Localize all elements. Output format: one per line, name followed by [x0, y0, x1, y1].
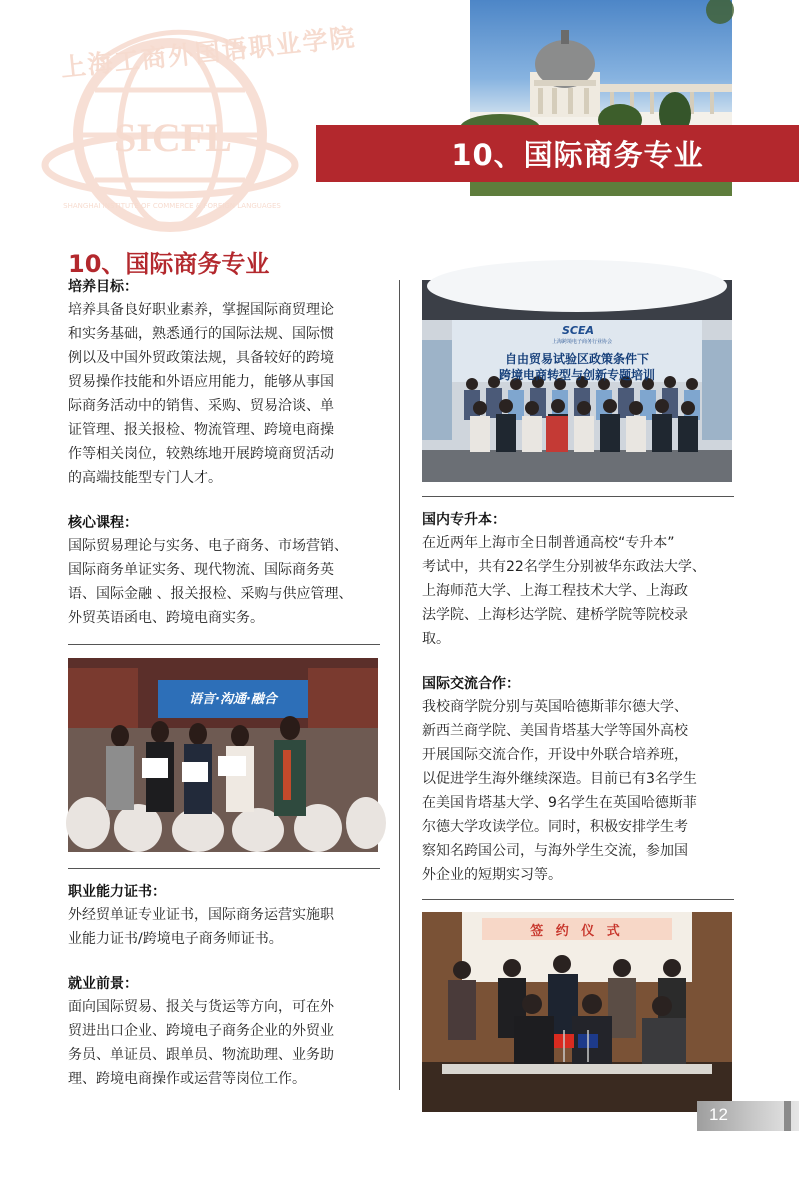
text-line: 贸进出口企业、跨境电子商务企业的外贸业	[68, 1023, 334, 1039]
training-title-line1: 自由贸易试验区政策条件下	[504, 352, 649, 366]
text-line: 外企业的短期实习等。	[422, 867, 562, 883]
text-line: 理、跨境电商操作或运营等岗位工作。	[68, 1071, 306, 1087]
school-logo-watermark	[40, 10, 358, 250]
text-line: 察知名跨国公司，与海外学生交流，参加国	[422, 843, 688, 859]
page-tab-bar	[784, 1101, 791, 1131]
text-line: 国际贸易理论与实务、电子商务、市场营销、	[68, 538, 348, 554]
text-line: 证管理、报关报检、物流管理、跨境电商操	[68, 422, 334, 438]
text-line: 国际商务单证实务、现代物流、国际商务英	[68, 562, 334, 578]
text-line: 和实务基础，熟悉通行的国际法规、国际惯	[68, 326, 334, 342]
text-line: 考试中，共有22名学生分别被华东政法大学、	[422, 559, 706, 575]
page-number-tab	[697, 1101, 799, 1131]
signing-banner-text: 签 约 仪 式	[530, 924, 624, 939]
title-banner	[316, 125, 799, 182]
upgrade-body	[422, 531, 734, 651]
text-line: 在美国肯塔基大学、9名学生在英国哈德斯菲	[422, 795, 697, 811]
upgrade-heading: 国内专升本：	[422, 512, 506, 528]
training-title-line2: 跨境电商转型与创新专题培训	[498, 368, 655, 382]
left-column	[68, 276, 380, 1091]
training-group-photo	[422, 280, 732, 482]
signing-ceremony-photo	[422, 912, 732, 1112]
courses-heading: 核心课程：	[68, 515, 138, 531]
banner-title: 10、国际商务专业	[451, 138, 704, 172]
text-line: 外经贸单证专业证书，国际商务运营实施职	[68, 907, 334, 923]
text-line: 的高端技能型专门人才。	[68, 470, 222, 486]
text-line: 法学院、上海杉达学院、建桥学院等院校录	[422, 607, 688, 623]
text-line: 例以及中国外贸政策法规，具备较好的跨境	[68, 350, 334, 366]
text-line: 以促进学生海外继续深造。目前已有3名学生	[422, 771, 697, 787]
goal-heading: 培养目标：	[68, 279, 138, 295]
courses-body	[68, 534, 380, 630]
career-heading: 就业前景：	[68, 976, 138, 992]
text-line: 贸易操作技能和外语应用能力，能够从事国	[68, 374, 334, 390]
text-line: 语、国际金融 、报关报检、采购与供应管理、	[68, 586, 353, 602]
text-line: 务员、单证员、跟单员、物流助理、业务助	[68, 1047, 334, 1063]
text-line: 开展国际交流合作，开设中外联合培养班，	[422, 747, 688, 763]
text-line: 际商务活动中的销售、采购、贸易洽谈、单	[68, 398, 334, 414]
logo-abbr: SICFL	[114, 115, 232, 160]
text-line: 外贸英语函电、跨境电商实务。	[68, 610, 264, 626]
logo-name-text: 上海工商外国语职业学院	[59, 22, 358, 83]
text-line: 上海师范大学、上海工程技术大学、上海政	[422, 583, 688, 599]
right-column	[422, 280, 734, 1112]
text-line: 面向国际贸易、报关与货运等方向，可在外	[68, 999, 334, 1015]
career-body	[68, 995, 380, 1091]
page-title: 10、国际商务专业	[68, 250, 270, 278]
column-divider	[399, 280, 400, 1090]
text-line: 业能力证书/跨境电子商务师证书。	[68, 931, 283, 947]
exchange-heading: 国际交流合作：	[422, 676, 520, 692]
scea-logo: SCEA	[562, 324, 595, 337]
text-line: 在近两年上海市全日制普通高校“专升本”	[422, 535, 675, 551]
text-line: 新西兰商学院、美国肯塔基大学等国外高校	[422, 723, 688, 739]
logo-english-text: SHANGHAI INSTITUTE OF COMMERCE & FOREIGN LANGUAGES	[63, 202, 281, 210]
ceremony-photo	[68, 658, 378, 852]
cert-body	[68, 903, 380, 951]
cert-heading: 职业能力证书：	[68, 884, 166, 900]
text-line: 我校商学院分别与英国哈德斯菲尔德大学、	[422, 699, 688, 715]
text-line: 取。	[422, 631, 450, 647]
scea-org-text: 上海跨境电子商务行业协会	[551, 339, 612, 345]
goal-body	[68, 298, 380, 490]
exchange-body	[422, 695, 734, 887]
text-line: 尔德大学攻读学位。同时，积极安排学生考	[422, 819, 688, 835]
text-line: 培养具备良好职业素养，掌握国际商贸理论	[68, 302, 334, 318]
ceremony-banner-text: 语言·沟通·融合	[189, 692, 277, 707]
page-number: 12	[709, 1105, 728, 1124]
text-line: 作等相关岗位，较熟练地开展跨境商贸活动	[68, 446, 334, 462]
